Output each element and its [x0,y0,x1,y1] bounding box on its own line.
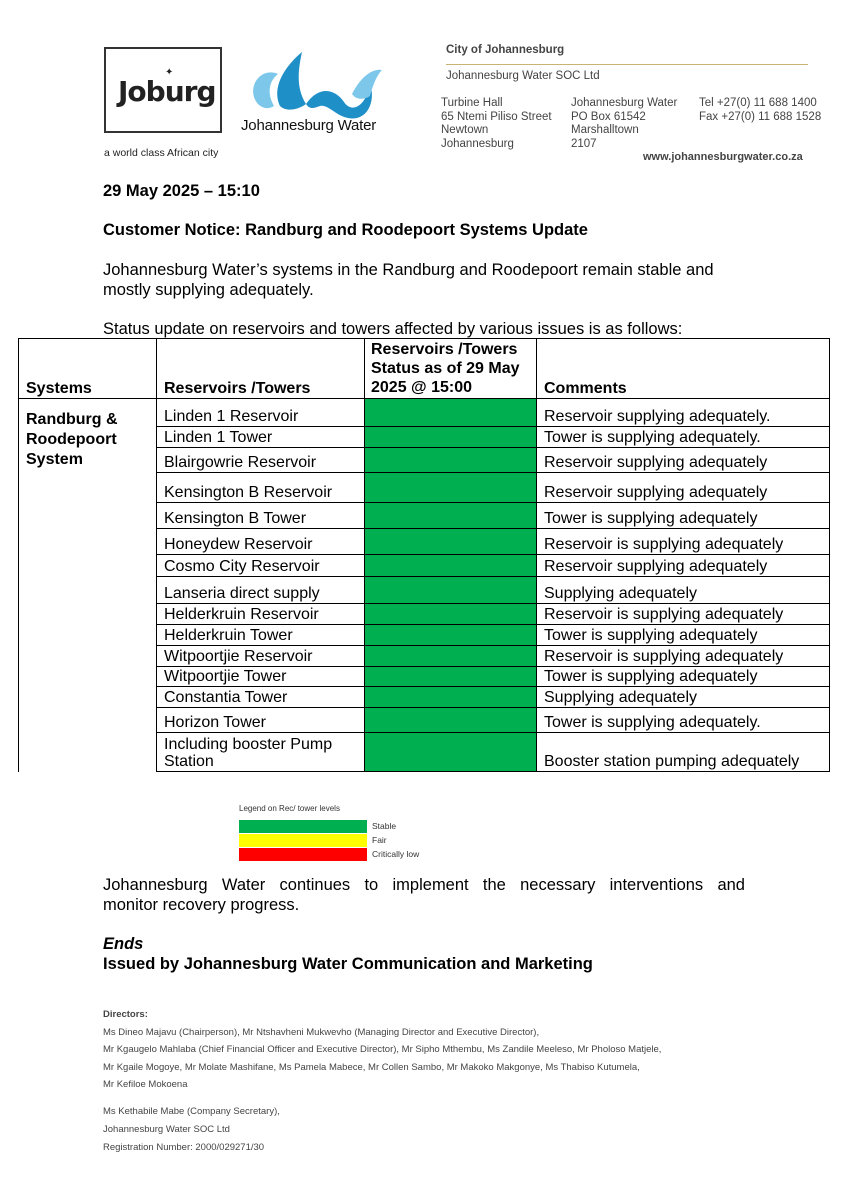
comment: Tower is supplying adequately. [537,708,830,733]
address-line: Newtown [441,124,489,136]
comment: Tower is supplying adequately [537,503,830,529]
johannesburg-water-logo-text: Johannesburg Water [241,117,377,134]
comment: Booster station pumping adequately [537,733,830,772]
reservoir-name: Helderkruin Reservoir [157,604,365,625]
address-line: Turbine Hall [441,97,503,109]
reservoir-name: Linden 1 Tower [157,427,365,448]
legend-item-stable [239,820,439,833]
address-line: Marshalltown [571,124,639,136]
legend-swatch-green [239,820,367,833]
reservoir-name: Witpoortjie Reservoir [157,646,365,667]
reservoir-name: Constantia Tower [157,687,365,708]
directors-line: Mr Kgaugelo Mahlaba (Chief Financial Officer and Executive Director), Mr Sipho Mthembu, Ms Zandile Meeleso, Mr Pholoso Matjele, [103,1044,662,1055]
notice-date: 29 May 2025 – 15:10 [103,182,260,200]
reservoir-name [157,733,365,772]
comment: Supplying adequately [537,687,830,708]
issued-by: Issued by Johannesburg Water Communication and Marketing [103,955,593,973]
status-cell-stable [365,708,537,733]
reservoir-name: Linden 1 Reservoir [157,399,365,427]
reservoir-name: Kensington B Tower [157,503,365,529]
reservoir-name: Horizon Tower [157,708,365,733]
company-details [103,1103,280,1157]
status-cell-stable [365,733,537,772]
status-cell-stable [365,427,537,448]
website-link[interactable]: www.johannesburgwater.co.za [643,151,803,163]
status-cell-stable [365,503,537,529]
system-name-line: Randburg & [26,411,118,428]
legend-title: Legend on Rec/ tower levels [239,804,340,813]
directors-line: Mr Kefiloe Mokoena [103,1079,188,1090]
status-cell-stable [365,625,537,646]
comment: Reservoir is supplying adequately [537,646,830,667]
reservoir-name: Witpoortjie Tower [157,667,365,687]
paragraph-line: Johannesburg Water’s systems in the Randburg and Roodepoort remain stable and [103,261,714,279]
header-systems: Systems [19,339,157,399]
legend-swatch-red [239,848,367,861]
status-cell-stable [365,604,537,625]
comment: Reservoir supplying adequately [537,555,830,577]
directors-heading: Directors: [103,1009,148,1020]
legend-item-fair [239,834,439,847]
comment: Reservoir is supplying adequately [537,529,830,555]
header-comments: Comments [537,339,830,399]
header-status-line: Reservoirs /Towers [371,341,518,358]
table-row [19,399,830,427]
closing-line: monitor recovery progress. [103,896,300,914]
status-cell-stable [365,577,537,604]
closing-line: Johannesburg Water continues to implement the necessary interventions and [103,876,745,894]
system-name-line: System [26,451,83,468]
comment: Reservoir is supplying adequately [537,604,830,625]
intro-paragraph [103,260,714,300]
header-status-line: Status as of 29 May [371,360,520,377]
address-line: 2107 [571,137,597,150]
status-cell-stable [365,399,537,427]
joburg-tagline: a world class African city [104,147,219,159]
comment: Tower is supplying adequately [537,667,830,687]
comment: Reservoir supplying adequately [537,448,830,473]
status-cell-stable [365,448,537,473]
reservoir-name-part: Including booster Pump [164,736,333,753]
address-line: Johannesburg Water [571,97,678,109]
directors-line: Ms Dineo Majavu (Chairperson), Mr Ntshavheni Mukwevho (Managing Director and Executive Director), [103,1026,540,1038]
reservoir-name: Honeydew Reservoir [157,529,365,555]
legend-item-critically-low [239,848,439,861]
address-line: PO Box 61542 [571,110,646,123]
status-cell-stable [365,473,537,503]
reservoir-name: Cosmo City Reservoir [157,555,365,577]
address-line: Johannesburg [441,137,514,150]
status-cell-stable [365,529,537,555]
legend-label: Stable [372,821,397,831]
header-status-line: 2025 @ 15:00 [371,379,473,396]
header-status [365,339,537,399]
joburg-logo [104,47,222,133]
reservoir-name: Helderkruin Tower [157,625,365,646]
postal-address [571,97,677,151]
reservoir-name: Lanseria direct supply [157,577,365,604]
table-header-row [19,339,830,399]
status-cell-stable [365,667,537,687]
physical-address [441,97,552,151]
registration-number: Registration Number: 2000/029271/30 [103,1142,265,1153]
ends-marker: Ends [103,935,144,953]
company-name: Johannesburg Water SOC Ltd [446,70,600,82]
system-name [19,399,157,772]
status-cell-stable [365,646,537,667]
legend-label: Fair [372,835,387,845]
comment: Tower is supplying adequately [537,625,830,646]
header-reservoirs: Reservoirs /Towers [157,339,365,399]
legend-label: Critically low [372,849,420,859]
joburg-logo-text: Joburg [118,75,216,108]
status-table [18,338,829,772]
phone-number: Tel +27(0) 11 688 1400 [699,97,817,109]
reservoir-name: Blairgowrie Reservoir [157,448,365,473]
status-cell-stable [365,555,537,577]
system-name-line: Roodepoort [26,431,117,448]
comment: Reservoir supplying adequately. [537,399,830,427]
reservoir-name: Kensington B Reservoir [157,473,365,503]
fax-number: Fax +27(0) 11 688 1528 [699,110,822,123]
reservoir-name-line [164,736,364,753]
directors-line: Mr Kgaile Mogoye, Mr Molate Mashifane, Ms Pamela Mabece, Mr Collen Sambo, Mr Makoko Makgonye, Ms Thabiso Kutumela, [103,1061,640,1073]
reservoir-name-line: Station [164,753,214,770]
paragraph-line: mostly supplying adequately. [103,281,314,299]
star-icon: ✦ [165,67,174,78]
company-secretary: Ms Kethabile Mabe (Company Secretary), [103,1106,280,1117]
directors-list [103,1006,661,1094]
comment: Reservoir supplying adequately [537,473,830,503]
notice-title: Customer Notice: Randburg and Roodepoort Systems Update [103,221,588,239]
comment: Tower is supplying adequately. [537,427,830,448]
city-name: City of Johannesburg [446,44,565,56]
address-line: 65 Ntemi Piliso Street [441,110,552,123]
comment: Supplying adequately [537,577,830,604]
status-cell-stable [365,687,537,708]
header-divider [446,64,808,65]
legend-swatch-yellow [239,834,367,847]
company-name-footer: Johannesburg Water SOC Ltd [103,1124,230,1135]
status-intro: Status update on reservoirs and towers affected by various issues is as follows: [103,320,683,338]
contact-numbers [699,97,821,124]
status-legend [239,804,439,862]
